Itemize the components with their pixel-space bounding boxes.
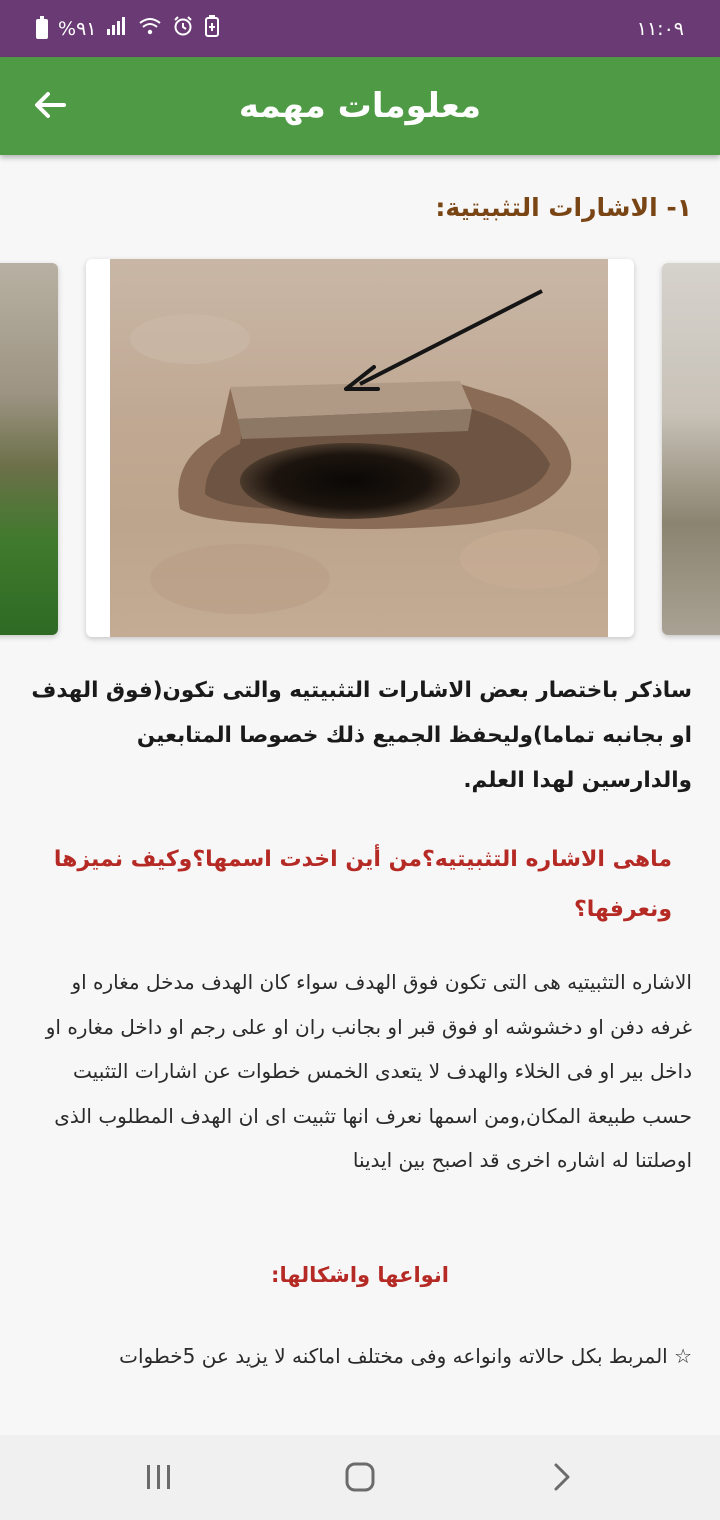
content-scroll[interactable] bbox=[0, 155, 720, 1435]
types-heading: انواعها واشكالها: bbox=[271, 1263, 449, 1287]
status-time: ١١:٠٩ bbox=[636, 17, 684, 40]
carousel-card-previous[interactable] bbox=[0, 263, 58, 635]
center-photo bbox=[110, 259, 608, 637]
battery-icon bbox=[36, 19, 48, 39]
home-icon bbox=[344, 1462, 376, 1492]
back-button[interactable] bbox=[26, 81, 74, 129]
right-photo bbox=[662, 263, 720, 635]
recents-icon bbox=[144, 1464, 174, 1490]
left-photo bbox=[0, 263, 58, 635]
wifi-icon bbox=[138, 17, 162, 40]
image-carousel[interactable] bbox=[0, 255, 720, 640]
status-bar bbox=[0, 0, 720, 57]
signal-icon bbox=[106, 17, 128, 40]
definition-paragraph: الاشاره التثبيتيه هى التى تكون فوق الهدف سواء كان الهدف مدخل مغاره او غرفه دفن او دخشوشه او فوق قبر او بجانب ران او على رجم او داخل مغاره او داخل بير او فى الخلاء والهدف لا يتعدى الخمس خطوات عن اشارات التثبيت حسب طبيعة المكان,ومن اسمها نعرف انها تثبيت اى ان الهدف المطلوب الذى اوصلتنا له اشاره اخرى قد اصبح بين ايدينا bbox=[45, 970, 692, 1172]
app-bar bbox=[0, 57, 720, 155]
system-back-button[interactable] bbox=[540, 1457, 584, 1497]
system-nav-bar bbox=[0, 1435, 720, 1520]
chevron-right-icon bbox=[551, 1462, 573, 1492]
arrow-left-icon bbox=[34, 91, 66, 119]
recents-button[interactable] bbox=[137, 1457, 181, 1497]
battery-saver-icon bbox=[204, 15, 220, 42]
carousel-card-next[interactable] bbox=[662, 263, 720, 635]
section-heading: ١- الاشارات التثبيتية: bbox=[435, 193, 692, 222]
list-item: ☆ المربط بكل حالاته وانواعه وفى مختلف اماكنه لا يزيد عن 5خطوات bbox=[119, 1344, 692, 1368]
carousel-card-current[interactable] bbox=[86, 259, 634, 637]
battery-percent: %٩١ bbox=[58, 17, 97, 40]
status-icons bbox=[36, 15, 220, 42]
home-button[interactable] bbox=[338, 1457, 382, 1497]
question-heading: ماهى الاشاره التثبيتيه؟من أين اخدت اسمها؟وكيف نميزها ونعرفها؟ bbox=[53, 847, 672, 922]
page-title: معلومات مهمه bbox=[238, 86, 482, 126]
alarm-icon bbox=[172, 15, 194, 42]
intro-paragraph: ساذكر باختصار بعض الاشارات التثبيتيه والتى تكون(فوق الهدف او بجانبه تماما)وليحفظ الجميع ذلك خصوصا المتابعين والدارسين لهدا العلم. bbox=[31, 678, 692, 793]
